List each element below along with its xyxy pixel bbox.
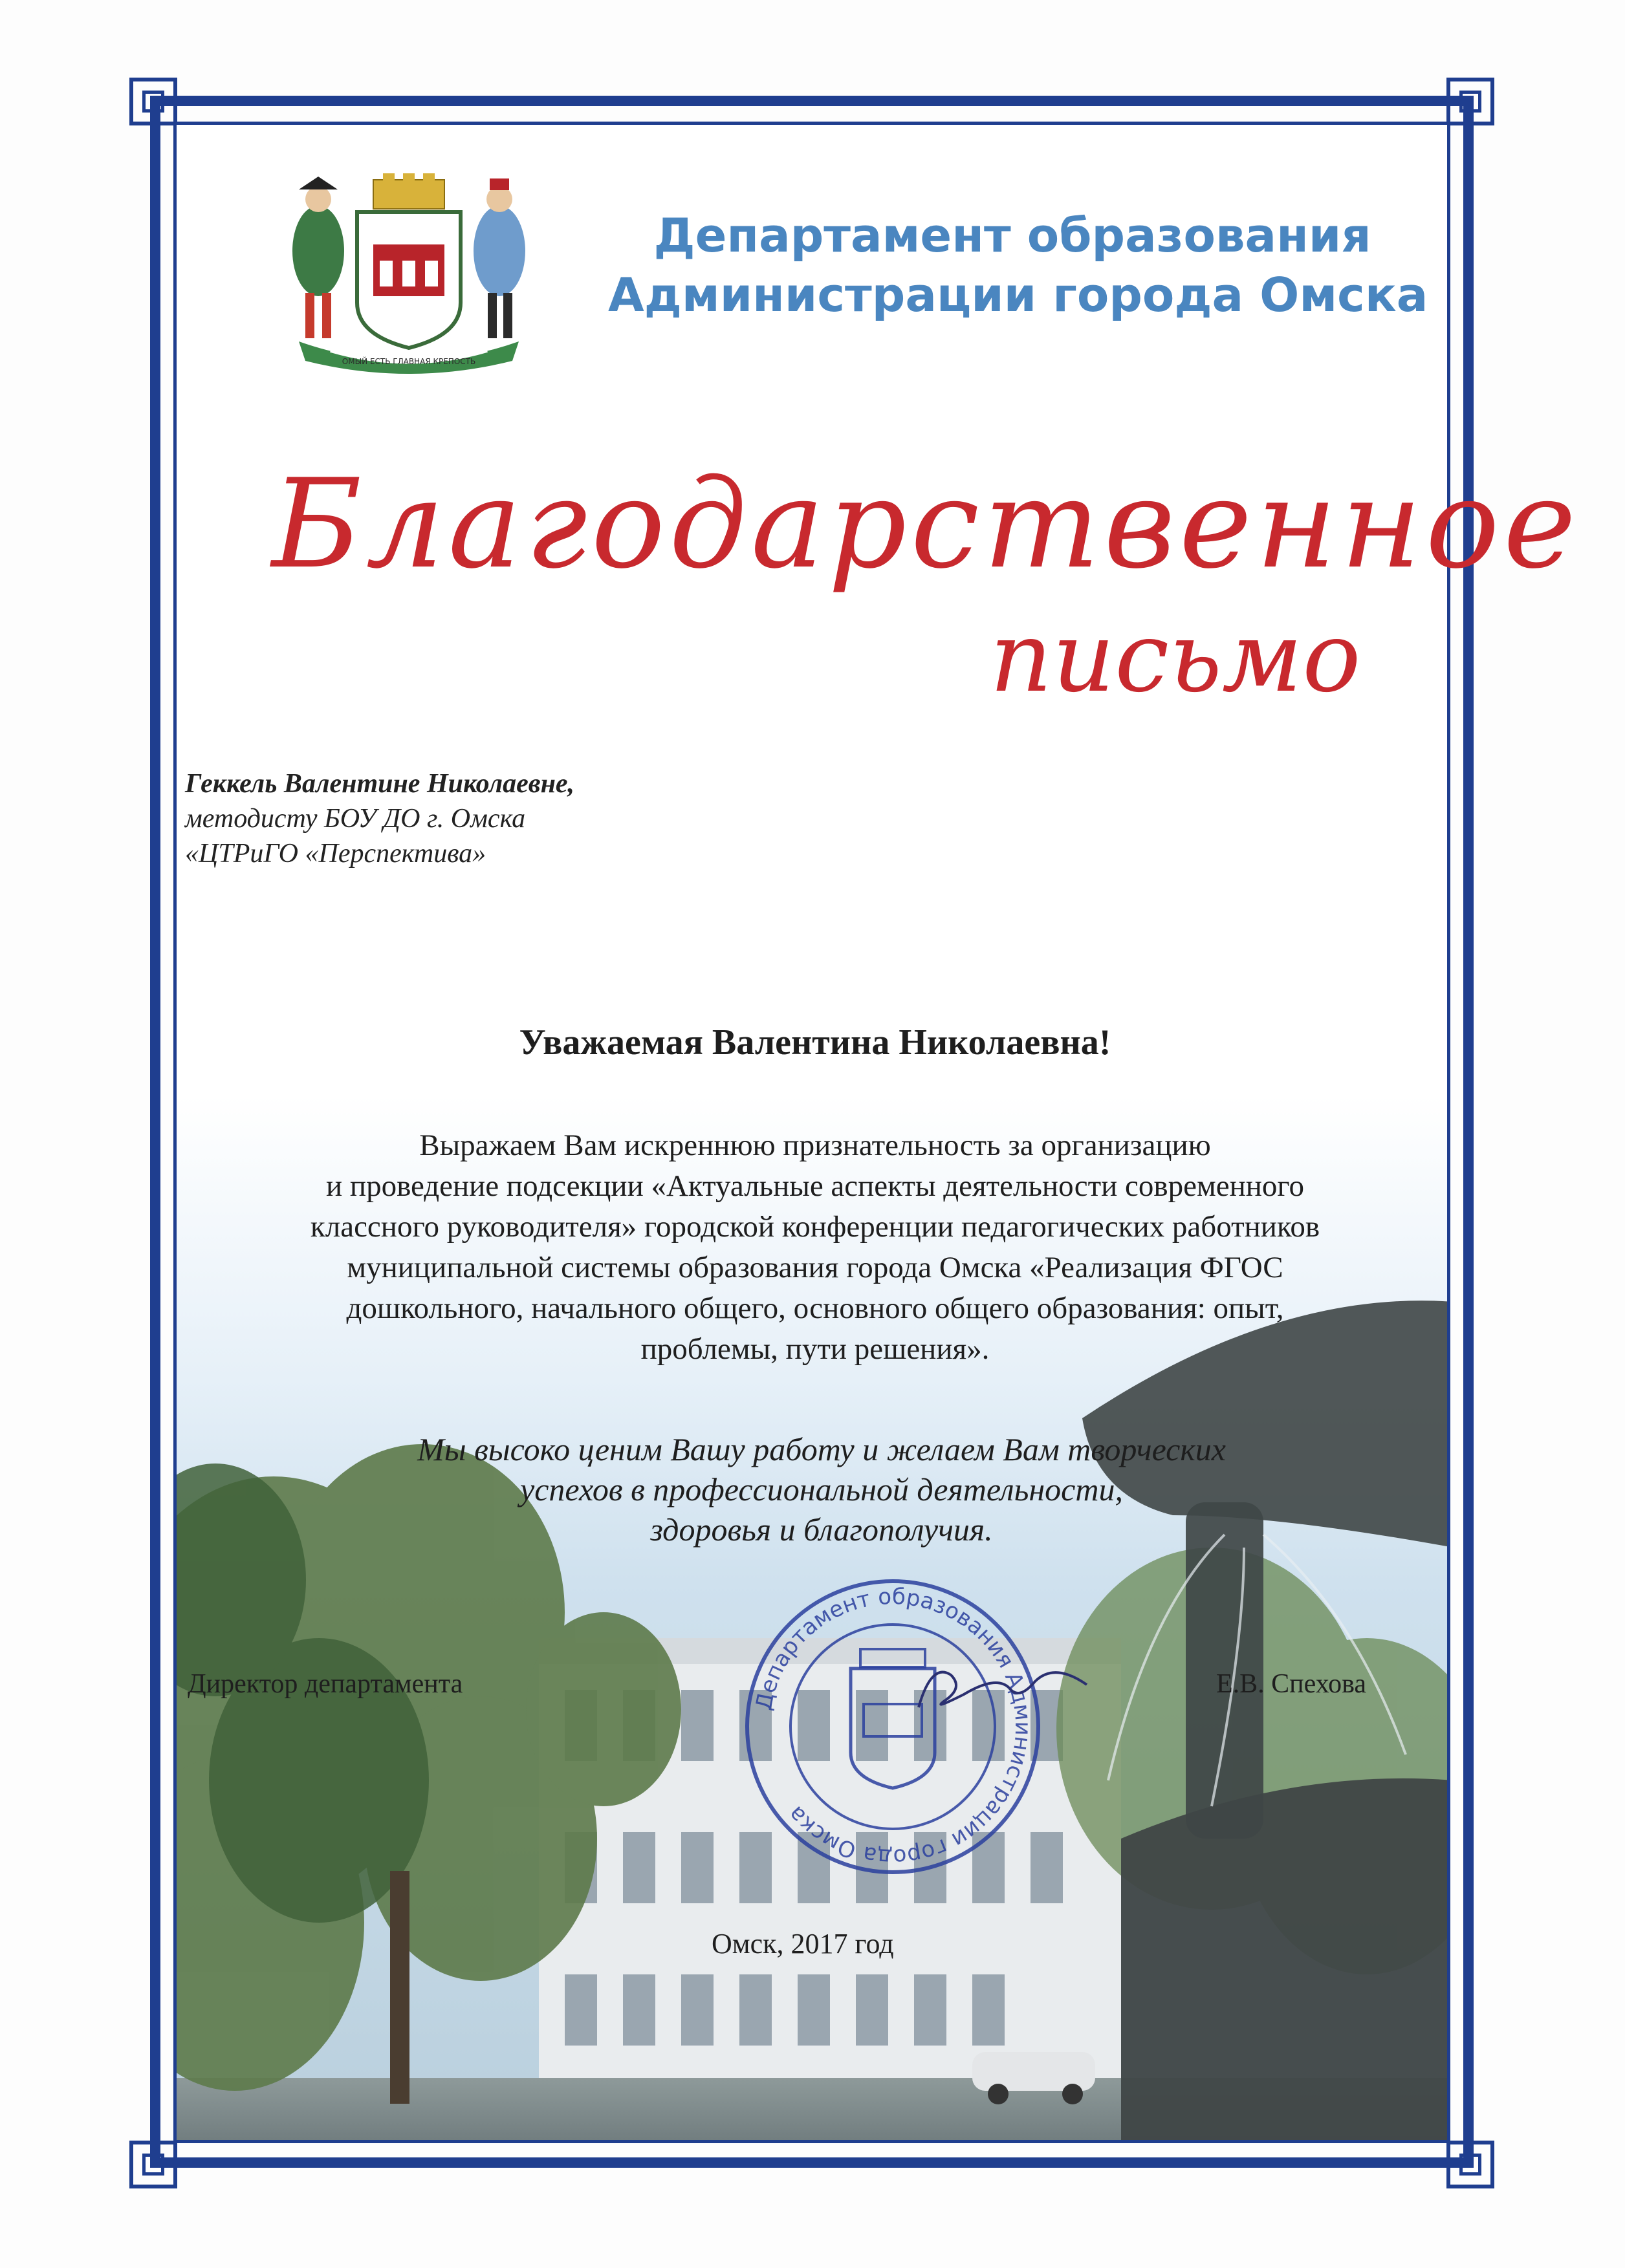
wish-line: здоровья и благополучия. [650, 1511, 993, 1548]
wish-line: Мы высоко ценим Вашу работу и желаем Вам творческих [417, 1431, 1226, 1467]
recipient-organization: «ЦТРиГО «Перспектива» [185, 839, 486, 869]
recipient-block [185, 766, 767, 871]
corner-ornament-top-right [1446, 78, 1494, 125]
official-stamp [737, 1571, 1048, 1882]
body-line: Выражаем Вам искреннюю признательность за организацию [419, 1129, 1211, 1162]
letter-heading [246, 414, 1580, 776]
department-title-line2: Администрации города Омска [608, 268, 1428, 322]
wish-line: успехов в профессиональной деятельности, [520, 1471, 1123, 1507]
body-line: классного руководителя» городской конференции педагогических работников [310, 1210, 1320, 1244]
body-paragraph [213, 1125, 1417, 1370]
motto-ribbon: ОМЫЙ ЕСТЬ ГЛАВНАЯ КРЕПОСТЬ [342, 357, 476, 366]
svg-text:Департамент образования Админи [751, 1584, 1036, 1870]
corner-ornament-bottom-left [129, 2141, 177, 2188]
body-line: проблемы, пути решения». [640, 1332, 990, 1366]
director-name: Е.В. Спехова [1216, 1669, 1367, 1699]
body-line: дошкольного, начального общего, основного общего образования: опыт, [346, 1291, 1284, 1325]
wishes-paragraph [278, 1429, 1365, 1550]
omsk-coat-of-arms [286, 173, 532, 380]
director-position: Директор департамента [188, 1669, 463, 1699]
corner-ornament-bottom-right [1446, 2141, 1494, 2188]
department-title [608, 206, 1428, 325]
place-and-year: Омск, 2017 год [712, 1928, 894, 1960]
heading-line2: письмо [990, 601, 1361, 714]
recipient-position: методисту БОУ ДО г. Омска [185, 804, 526, 834]
heading-line1: Благодарственное [272, 453, 1580, 596]
body-line: и проведение подсекции «Актуальные аспекты деятельности современного [326, 1169, 1304, 1203]
body-line: муниципальной системы образования города Омска «Реализация ФГОС [347, 1251, 1283, 1284]
stamp-ring-text: Департамент образования Администрации города Омска [750, 1583, 1036, 1870]
recipient-name: Геккель Валентине Николаевне, [185, 769, 575, 799]
salutation: Уважаемая Валентина Николаевна! [519, 1022, 1111, 1063]
director-signature [906, 1649, 1100, 1727]
corner-ornament-top-left [129, 78, 177, 125]
department-title-line1: Департамент образования [653, 208, 1371, 263]
